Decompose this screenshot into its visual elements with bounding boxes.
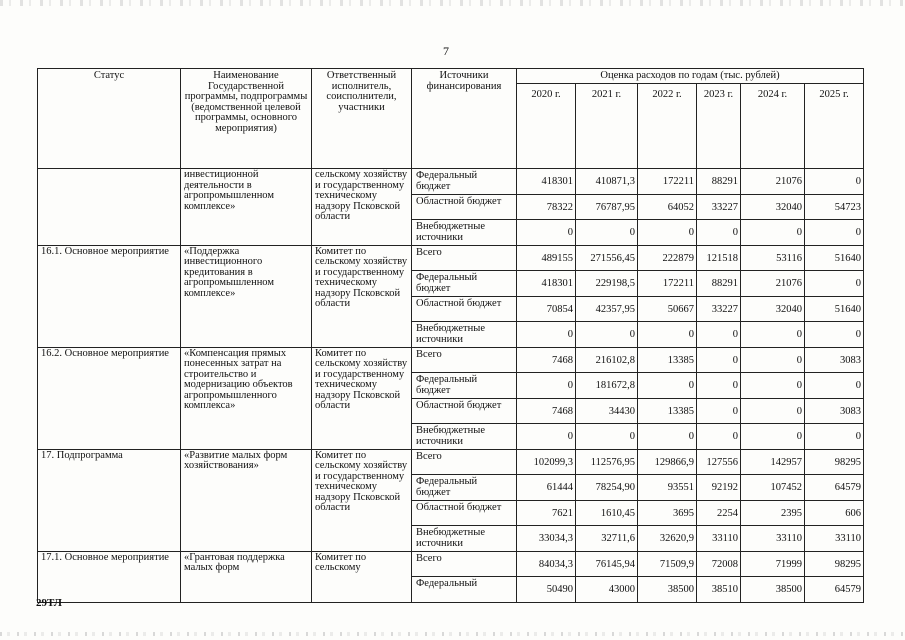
status-cell (38, 169, 181, 246)
header-year: 2020 г. (517, 84, 576, 169)
amount-cell: 13385 (638, 398, 697, 424)
funding-source-cell: Областной бюджет (412, 296, 517, 322)
amount-cell: 71509,9 (638, 551, 697, 577)
amount-cell: 0 (638, 220, 697, 246)
amount-cell: 98295 (805, 449, 864, 475)
header-estimate: Оценка расходов по годам (тыс. рублей) (517, 69, 864, 84)
amount-cell: 7621 (517, 500, 576, 526)
amount-cell: 51640 (805, 296, 864, 322)
amount-cell: 410871,3 (576, 169, 638, 195)
amount-cell: 0 (741, 220, 805, 246)
amount-cell: 33110 (697, 526, 741, 552)
amount-cell: 64052 (638, 194, 697, 220)
amount-cell: 93551 (638, 475, 697, 501)
amount-cell: 172211 (638, 169, 697, 195)
header-status: Статус (38, 69, 181, 169)
amount-cell: 418301 (517, 271, 576, 297)
funding-source-cell: Областной бюджет (412, 194, 517, 220)
amount-cell: 0 (576, 220, 638, 246)
amount-cell: 3083 (805, 398, 864, 424)
amount-cell: 0 (517, 322, 576, 348)
amount-cell: 33227 (697, 194, 741, 220)
amount-cell: 0 (805, 169, 864, 195)
program-name-cell: «Грантовая поддержка малых форм (181, 551, 312, 602)
amount-cell: 78322 (517, 194, 576, 220)
amount-cell: 7468 (517, 398, 576, 424)
funding-source-cell: Всего (412, 245, 517, 271)
amount-cell: 181672,8 (576, 373, 638, 399)
responsible-cell: Комитет по сельскому хозяйству и государственному техническому надзору Псковской области (312, 449, 412, 551)
header-name: Наименование Государственной программы, подпрограммы (ведомственной целевой программы, основного мероприятия) (181, 69, 312, 169)
funding-source-cell: Федеральный бюджет (412, 169, 517, 195)
funding-source-cell: Внебюджетные источники (412, 526, 517, 552)
amount-cell: 50490 (517, 577, 576, 603)
funding-source-cell: Внебюджетные источники (412, 220, 517, 246)
amount-cell: 229198,5 (576, 271, 638, 297)
amount-cell: 2395 (741, 500, 805, 526)
amount-cell: 0 (697, 373, 741, 399)
funding-source-cell: Федеральный бюджет (412, 475, 517, 501)
table-row (38, 245, 864, 271)
amount-cell: 0 (741, 347, 805, 373)
funding-source-cell: Федеральный бюджет (412, 271, 517, 297)
responsible-cell: Комитет по сельскому хозяйству и государственному техническому надзору Псковской области (312, 347, 412, 449)
amount-cell: 0 (741, 424, 805, 450)
amount-cell: 70854 (517, 296, 576, 322)
amount-cell: 0 (741, 398, 805, 424)
amount-cell: 0 (517, 220, 576, 246)
amount-cell: 0 (638, 424, 697, 450)
funding-source-cell: Всего (412, 551, 517, 577)
header-year: 2024 г. (741, 84, 805, 169)
amount-cell: 216102,8 (576, 347, 638, 373)
amount-cell: 61444 (517, 475, 576, 501)
scan-edge-noise-bottom (0, 632, 905, 636)
page-number: 7 (443, 44, 449, 58)
amount-cell: 64579 (805, 577, 864, 603)
funding-source-cell: Всего (412, 449, 517, 475)
amount-cell: 76145,94 (576, 551, 638, 577)
scan-edge-noise-top (0, 0, 905, 6)
amount-cell: 107452 (741, 475, 805, 501)
amount-cell: 112576,95 (576, 449, 638, 475)
table-row (38, 347, 864, 373)
amount-cell: 33110 (805, 526, 864, 552)
responsible-cell: Комитет по сельскому хозяйству и государственному техническому надзору Псковской области (312, 245, 412, 347)
document-code: 29ТЛ (36, 597, 62, 609)
amount-cell: 64579 (805, 475, 864, 501)
amount-cell: 88291 (697, 271, 741, 297)
amount-cell: 98295 (805, 551, 864, 577)
amount-cell: 0 (697, 424, 741, 450)
amount-cell: 0 (697, 220, 741, 246)
amount-cell: 0 (638, 322, 697, 348)
amount-cell: 0 (576, 322, 638, 348)
amount-cell: 32040 (741, 296, 805, 322)
funding-source-cell: Федеральный бюджет (412, 373, 517, 399)
amount-cell: 0 (517, 373, 576, 399)
amount-cell: 53116 (741, 245, 805, 271)
amount-cell: 76787,95 (576, 194, 638, 220)
amount-cell: 1610,45 (576, 500, 638, 526)
table-header-row (38, 69, 864, 84)
amount-cell: 78254,90 (576, 475, 638, 501)
amount-cell: 7468 (517, 347, 576, 373)
amount-cell: 0 (517, 424, 576, 450)
amount-cell: 0 (697, 322, 741, 348)
header-sources: Источники финансирования (412, 69, 517, 169)
amount-cell: 32711,6 (576, 526, 638, 552)
funding-source-cell: Внебюджетные источники (412, 322, 517, 348)
header-year: 2025 г. (805, 84, 864, 169)
amount-cell: 0 (805, 220, 864, 246)
amount-cell: 606 (805, 500, 864, 526)
header-year: 2023 г. (697, 84, 741, 169)
program-name-cell: инвестиционной деятельности в агропромышленном комплексе» (181, 169, 312, 246)
amount-cell: 32040 (741, 194, 805, 220)
funding-source-cell: Федеральный (412, 577, 517, 603)
amount-cell: 38500 (638, 577, 697, 603)
funding-source-cell: Внебюджетные источники (412, 424, 517, 450)
amount-cell: 0 (697, 347, 741, 373)
budget-table (37, 68, 864, 603)
table-row (38, 169, 864, 195)
responsible-cell: Комитет по сельскому (312, 551, 412, 602)
amount-cell: 271556,45 (576, 245, 638, 271)
amount-cell: 129866,9 (638, 449, 697, 475)
table-row (38, 449, 864, 475)
amount-cell: 33227 (697, 296, 741, 322)
program-name-cell: «Развитие малых форм хозяйствования» (181, 449, 312, 551)
amount-cell: 0 (697, 398, 741, 424)
amount-cell: 54723 (805, 194, 864, 220)
amount-cell: 21076 (741, 169, 805, 195)
table-row (38, 551, 864, 577)
funding-source-cell: Областной бюджет (412, 500, 517, 526)
amount-cell: 489155 (517, 245, 576, 271)
amount-cell: 84034,3 (517, 551, 576, 577)
amount-cell: 0 (805, 424, 864, 450)
amount-cell: 0 (805, 271, 864, 297)
responsible-cell: сельскому хозяйству и государственному техническому надзору Псковской области (312, 169, 412, 246)
header-responsible: Ответственный исполнитель, соисполнители, участники (312, 69, 412, 169)
amount-cell: 0 (805, 373, 864, 399)
program-name-cell: «Компенсация прямых понесенных затрат на строительство и модернизацию объектов агропромышленного комплекса» (181, 347, 312, 449)
amount-cell: 13385 (638, 347, 697, 373)
amount-cell: 2254 (697, 500, 741, 526)
amount-cell: 33034,3 (517, 526, 576, 552)
amount-cell: 38500 (741, 577, 805, 603)
amount-cell: 222879 (638, 245, 697, 271)
amount-cell: 0 (638, 373, 697, 399)
status-cell: 16.1. Основное мероприятие (38, 245, 181, 347)
amount-cell: 21076 (741, 271, 805, 297)
amount-cell: 0 (741, 373, 805, 399)
program-name-cell: «Поддержка инвестиционного кредитования в агропромышленном комплексе» (181, 245, 312, 347)
amount-cell: 121518 (697, 245, 741, 271)
amount-cell: 33110 (741, 526, 805, 552)
amount-cell: 72008 (697, 551, 741, 577)
amount-cell: 34430 (576, 398, 638, 424)
amount-cell: 43000 (576, 577, 638, 603)
amount-cell: 88291 (697, 169, 741, 195)
amount-cell: 3695 (638, 500, 697, 526)
status-cell: 17. Подпрограмма (38, 449, 181, 551)
funding-source-cell: Областной бюджет (412, 398, 517, 424)
amount-cell: 172211 (638, 271, 697, 297)
funding-source-cell: Всего (412, 347, 517, 373)
amount-cell: 418301 (517, 169, 576, 195)
amount-cell: 0 (576, 424, 638, 450)
amount-cell: 102099,3 (517, 449, 576, 475)
amount-cell: 3083 (805, 347, 864, 373)
amount-cell: 42357,95 (576, 296, 638, 322)
amount-cell: 127556 (697, 449, 741, 475)
amount-cell: 32620,9 (638, 526, 697, 552)
status-cell: 16.2. Основное мероприятие (38, 347, 181, 449)
amount-cell: 0 (741, 322, 805, 348)
header-year: 2021 г. (576, 84, 638, 169)
amount-cell: 0 (805, 322, 864, 348)
amount-cell: 38510 (697, 577, 741, 603)
amount-cell: 92192 (697, 475, 741, 501)
amount-cell: 142957 (741, 449, 805, 475)
amount-cell: 71999 (741, 551, 805, 577)
status-cell: 17.1. Основное мероприятие (38, 551, 181, 602)
header-year: 2022 г. (638, 84, 697, 169)
amount-cell: 51640 (805, 245, 864, 271)
amount-cell: 50667 (638, 296, 697, 322)
